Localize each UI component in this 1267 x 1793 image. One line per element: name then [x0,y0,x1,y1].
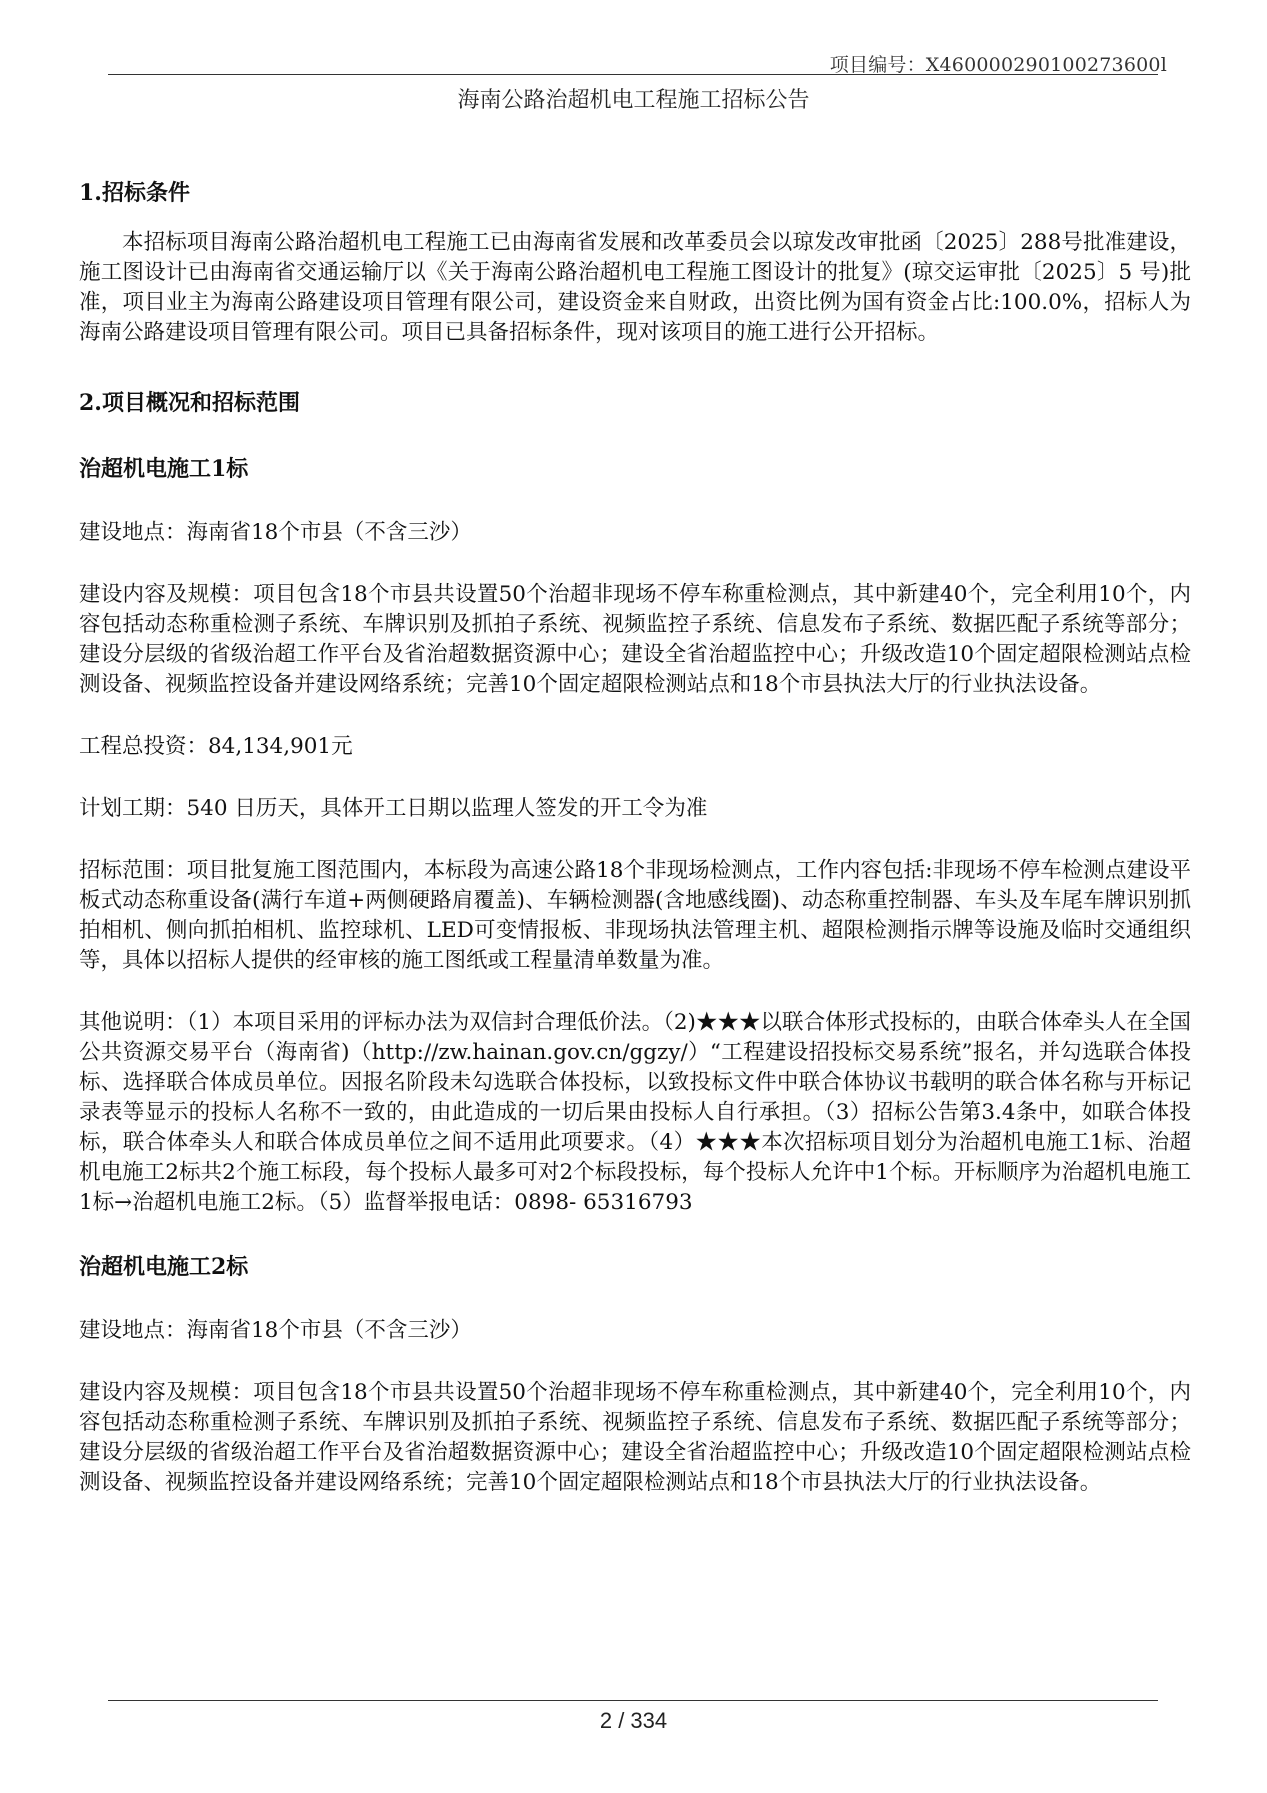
footer-divider [108,1700,1158,1701]
lot-2-heading: 治超机电施工2标 [79,1254,249,1280]
lot-1-scope: 建设内容及规模：项目包含18个市县共设置50个治超非现场不停车称重检测点，其中新建40个，完全利用10个，内容包括动态称重检测子系统、车牌识别及抓拍子系统、视频监控子系统、信息发布子系统、数据匹配子系统等部分；建设分层级的省级治超工作平台及省治超数据资源中心；建设全省治超监控中心；升级改造10个固定超限检测站点检测设备、视频监控设备并建设网络系统；完善10个固定超限检测站点和18个市县执法大厅的行业执法设备。 [79,582,1191,697]
lot-2-scope: 建设内容及规模：项目包含18个市县共设置50个治超非现场不停车称重检测点，其中新建40个，完全利用10个，内容包括动态称重检测子系统、车牌识别及抓拍子系统、视频监控子系统、信息发布子系统、数据匹配子系统等部分；建设分层级的省级治超工作平台及省治超数据资源中心；建设全省治超监控中心；升级改造10个固定超限检测站点检测设备、视频监控设备并建设网络系统；完善10个固定超限检测站点和18个市县执法大厅的行业执法设备。 [79,1380,1191,1495]
section-2-heading: 2.项目概况和招标范围 [79,390,300,416]
lot-1-tender-scope: 招标范围：项目批复施工图范围内，本标段为高速公路18个非现场检测点，工作内容包括:非现场不停车检测点建设平板式动态称重设备(满行车道+两侧硬路肩覆盖)、车辆检测器(含地感线圈)、动态称重控制器、车头及车尾车牌识别抓拍相机、侧向抓拍相机、监控球机、LED可变情报板、非现场执法管理主机、超限检测指示牌等设施及临时交通组织等，具体以招标人提供的经审核的施工图纸或工程量清单数量为准。 [79,858,1191,973]
project-code: 项目编号：X460000290100273600l [829,54,1167,76]
lot-2-location: 建设地点：海南省18个市县（不含三沙） [79,1318,472,1343]
page-number: 2 / 334 [599,1708,668,1733]
lot-1-location: 建设地点：海南省18个市县（不含三沙） [79,520,472,545]
lot-1-period: 计划工期：540 日历天，具体开工日期以监理人签发的开工令为准 [79,796,708,821]
document-body [79,176,1191,1498]
header-divider [108,74,1158,75]
document-title: 海南公路治超机电工程施工招标公告 [457,88,810,113]
section-1-heading: 1.招标条件 [79,180,190,206]
lot-1-investment: 工程总投资：84,134,901元 [79,734,353,759]
lot-1-other-notes: 其他说明：（1）本项目采用的评标办法为双信封合理低价法。（2)★★★以联合体形式投标的，由联合体牵头人在全国公共资源交易平台（海南省)（http://zw.hainan.gov.cn/ggzy/）“工程建设招投标交易系统”报名，并勾选联合体投标、选择联合体成员单位。因报名阶段未勾选联合体投标，以致投标文件中联合体协议书载明的联合体名称与开标记录表等显示的投标人名称不一致的，由此造成的一切后果由投标人自行承担。（3）招标公告第3.4条中，如联合体投标，联合体牵头人和联合体成员单位之间不适用此项要求。（4）★★★本次招标项目划分为治超机电施工1标、治超机电施工2标共2个施工标段，每个投标人最多可对2个标段投标，每个投标人允许中1个标。开标顺序为治超机电施工1标→治超机电施工2标。（5）监督举报电话：0898- 65316793 [79,1010,1191,1215]
section-1-body: 本招标项目海南公路治超机电工程施工已由海南省发展和改革委员会以琼发改审批函〔2025〕288号批准建设，施工图设计已由海南省交通运输厅以《关于海南公路治超机电工程施工图设计的批复》(琼交运审批〔2025〕5 号)批准，项目业主为海南公路建设项目管理有限公司，建设资金来自财政，出资比例为国有资金占比:100.0%，招标人为海南公路建设项目管理有限公司。项目已具备招标条件，现对该项目的施工进行公开招标。 [79,230,1191,345]
lot-1-heading: 治超机电施工1标 [79,456,249,482]
